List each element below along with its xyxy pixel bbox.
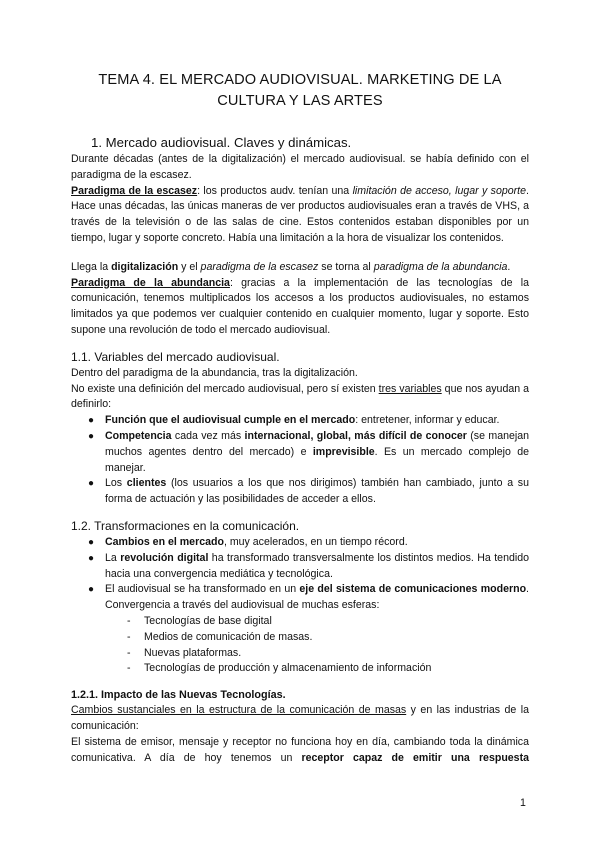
section-1-2-1-paragraph-2: El sistema de emisor, mensaje y receptor no funciona hoy en día, cambiando toda la dinámica comunicativa. A día de hoy tenemos un receptor capaz de emitir una respuesta <box>71 735 529 764</box>
list-item: ● Cambios en el mercado, muy acelerados, en un tiempo récord. <box>71 535 529 551</box>
bullet-icon: ● <box>88 552 95 564</box>
title-line-1: TEMA 4. EL MERCADO AUDIOVISUAL. MARKETING DE LA <box>98 72 502 88</box>
section-1-paragraph-3: Llega la digitalización y el paradigma de la escasez se torna al paradigma de la abundancia. <box>71 260 511 273</box>
bullet-icon: ● <box>88 536 95 548</box>
section-1-paragraph-1: Durante décadas (antes de la digitalización) el mercado audiovisual. se había definido con el paradigma de la escasez. <box>71 153 529 181</box>
list-item: - Tecnologías de base digital <box>71 614 529 630</box>
section-1-1-paragraph-1: Dentro del paradigma de la abundancia, tras la digitalización. <box>71 366 358 379</box>
variables-list <box>71 413 529 508</box>
section-1-2-1-paragraph-1: Cambios sustanciales en la estructura de la comunicación de masas y en las industrias de la comunicación: <box>71 704 529 732</box>
list-item: ● Función que el audiovisual cumple en el mercado: entretener, informar y educar. <box>71 413 529 429</box>
term-paradigma-abundancia: Paradigma de la abundancia <box>71 276 230 289</box>
list-item: ● Competencia cada vez más internacional, global, más difícil de conocer (se manejan muchos agentes dentro del mercado) e imprevisible. Es un mercado complejo de manejar. <box>88 429 530 474</box>
page-content <box>71 70 529 766</box>
section-1-heading: 1. Mercado audiovisual. Claves y dinámicas. <box>91 135 352 150</box>
list-item: - Nuevas plataformas. <box>71 646 529 662</box>
section-1-1-paragraph-2: No existe una definición del mercado audiovisual, pero sí existen tres variables que nos ayudan a definirlo: <box>71 382 529 411</box>
title-line-2: CULTURA Y LAS ARTES <box>217 93 383 109</box>
section-1-2-heading: 1.2. Transformaciones en la comunicación. <box>71 518 300 533</box>
bullet-icon: ● <box>88 415 95 427</box>
list-item: ● El audiovisual se ha transformado en un eje del sistema de comunicaciones moderno. Convergencia a través del audiovisual de muchas esferas: <box>88 583 529 612</box>
list-item: - Tecnologías de producción y almacenamiento de información <box>71 661 529 677</box>
list-item: - Medios de comunicación de masas. <box>71 630 529 646</box>
section-1-paragraph-4: Paradigma de la abundancia: gracias a la implementación de las tecnologías de la comunicación, tenemos multiplicados los accesos a los productos audiovisuales, no estamos limitados ya que podemos ver cualquier contenido en cualquier momento, lugar y soporte. Esto supone una revolución de todo el mercado audiovisual. <box>71 276 530 336</box>
bullet-icon: ● <box>88 478 95 490</box>
dash-icon: - <box>127 662 131 675</box>
dash-icon: - <box>127 630 131 643</box>
dash-icon: - <box>127 646 131 659</box>
dash-icon: - <box>127 614 131 627</box>
bullet-icon: ● <box>88 584 95 596</box>
bullet-icon: ● <box>88 430 95 442</box>
transformaciones-list <box>71 535 529 614</box>
document-title <box>71 70 529 112</box>
convergencia-list <box>71 614 529 677</box>
section-1-2-1-heading: 1.2.1. Impacto de las Nuevas Tecnologías. <box>71 689 286 702</box>
list-item: ● La revolución digital ha transformado transversalmente los distintos medios. Ha tendido hacia una convergencia mediática y tecnológica. <box>88 551 529 580</box>
term-paradigma-escasez: Paradigma de la escasez <box>71 184 198 197</box>
list-item: ● Los clientes (los usuarios a los que nos dirigimos) también han cambiado, junto a su forma de actuación y las posibilidades de acceder a ellos. <box>88 477 529 506</box>
section-1-paragraph-2: Paradigma de la escasez: los productos audv. tenían una limitación de acceso, lugar y soporte. Hace unas décadas, las únicas maneras de ver productos audiovisuales eran a través de VHS, a través de la televisión o de las salas de cine. Estos contenidos estaban disponibles por un tiempo, lugar y soporte concreto. Había una limitación a la hora de visualizar los contenidos. <box>71 184 529 244</box>
section-1-1-heading: 1.1. Variables del mercado audiovisual. <box>71 349 280 364</box>
page-number: 1 <box>520 797 526 809</box>
